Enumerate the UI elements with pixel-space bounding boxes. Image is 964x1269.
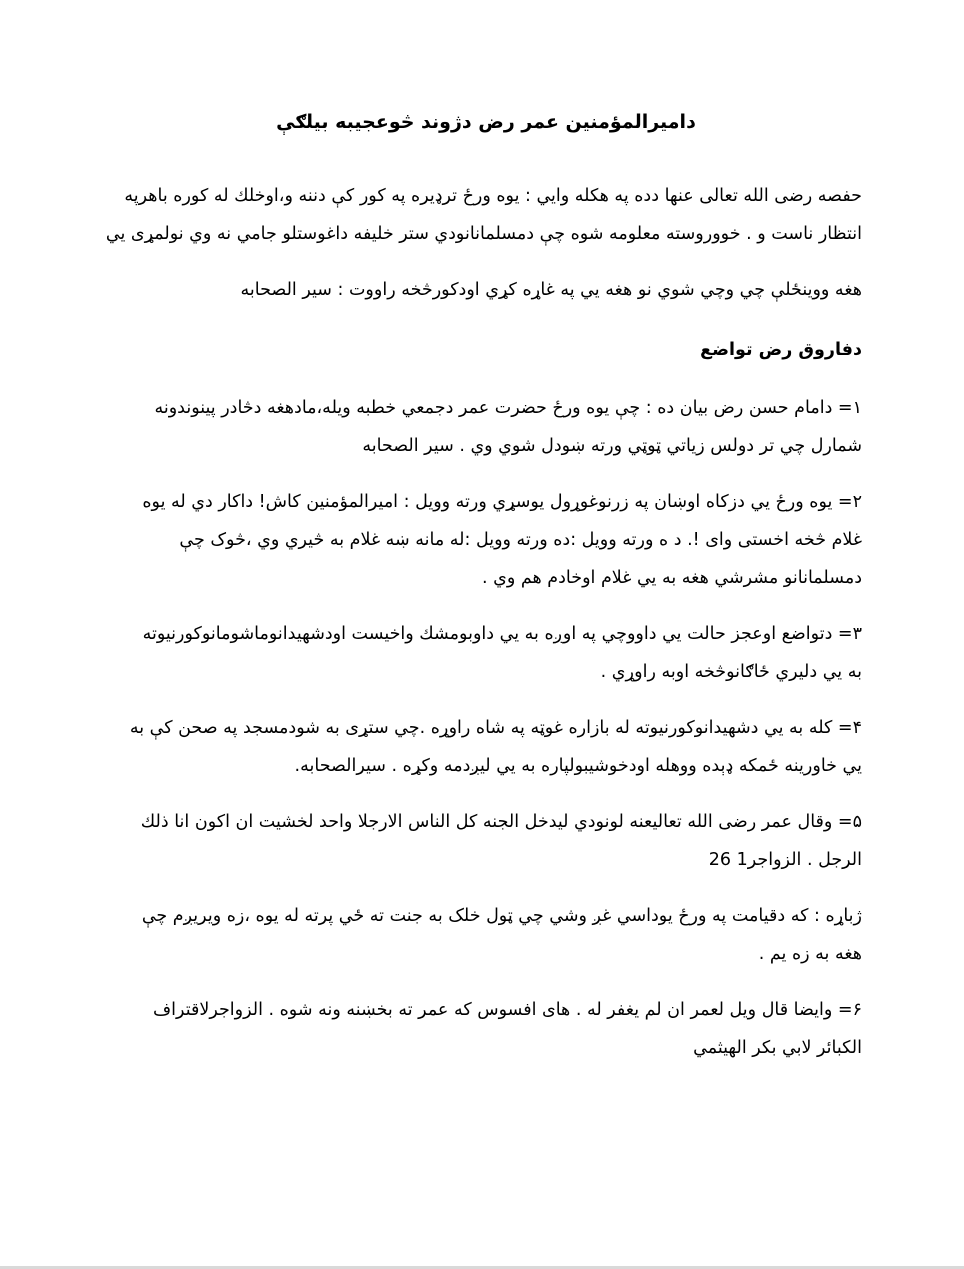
item-line: شمارل چي تر دولس زياتي ټوټي ورته ښودل شوي وي . سير الصحابه <box>362 436 862 456</box>
item-line: يي خاورينه ځمکه ډېده ووهله اودخوشيبولپاره به يي ليږدمه وکړه . سيرالصحابه. <box>294 756 862 776</box>
item-line: هغه به زه يم . <box>758 944 862 964</box>
item-line: ۴= کله به يي دشهيدانوکورنيوته له بازاره غوټه په شاه راوړه .چي ستړی به شودمسجد په صحن کې به <box>129 718 862 738</box>
item-line: به يي دليري ځاګانوڅخه اوبه راوړي . <box>600 662 862 682</box>
item-line: ۳= دتواضع اوعجز حالت يي داووچي په اوږه به يي داوبومشك واخيست اودشهيدانوماشومانوکورنيوته <box>142 624 862 644</box>
translation-paragraph <box>110 897 862 973</box>
document-title: داميرالمؤمنين عمر رض دژوند څوعجيبه بيلګې <box>276 111 696 133</box>
numbered-item <box>110 389 862 465</box>
paragraph-line: حفصه رضی الله تعالی عنها دده په هکله وايي : يوه ورځ ترډيره په کور کې دننه و،اوخلك له کوره باهرپه <box>124 186 862 206</box>
item-line: ۶= وايضا قال ويل لعمر ان لم يغفر له . های افسوس که عمر ته بخښنه ونه شوه . الزواجرلاقتراف <box>153 1000 862 1020</box>
paragraph-line: انتظار ناست و . خووروسته معلومه شوه چې دمسلمانانودي ستر خليفه داغوستلو جامي نه وي نولمړی يي <box>105 224 862 244</box>
item-line: ۵= وقال عمر رضی الله تعالیعنه لونودي ليدخل الجنه کل الناس الارجلا واحد لخشيت ان اکون انا ذلك <box>140 812 862 832</box>
item-line: الرجل . الزواجر1 26 <box>708 850 862 870</box>
document-content <box>105 105 862 1085</box>
numbered-item <box>110 615 862 691</box>
item-line: ۱= دامام حسن رض بيان ده : چې يوه ورځ حضرت عمر دجمعي خطبه ويله،مادهغه دڅادر پينوندونه <box>154 398 862 418</box>
numbered-item <box>110 991 862 1067</box>
paragraph-line: هغه ووينځلې چي وچي شوي نو هغه يي په غاړه کړي اودکورڅخه راووت : سير الصحابه <box>240 280 862 300</box>
intro-paragraph <box>105 177 862 253</box>
numbered-item <box>110 803 862 879</box>
item-line: ۲= يوه ورځ يي دزکاه اوښان په زرنوغوړول يوسړي ورته وويل : اميرالمؤمنين کاش! داکار دي له يوه <box>142 492 862 512</box>
intro-paragraph <box>110 271 862 309</box>
numbered-item <box>110 483 862 597</box>
item-line: دمسلمانانو مشرشي هغه به يي غلام اوخادم هم وي . <box>482 568 862 588</box>
item-line: غلام څخه اخستی وای !. د ه ورته وويل :ده ورته وويل :له مانه ښه غلام به څيري وي ،څوک چې <box>179 530 862 550</box>
item-line: ژباړه : که دقيامت په ورځ يوداسي غږ وشي چي ټول خلک به جنت ته ځي پرته له يوه ،زه ويريږم چې <box>141 906 862 926</box>
numbered-item <box>110 709 862 785</box>
item-line: الکبائر لابي بکر الهيثمي <box>693 1038 862 1058</box>
section-heading: دفاروق رض تواضع <box>700 340 862 360</box>
